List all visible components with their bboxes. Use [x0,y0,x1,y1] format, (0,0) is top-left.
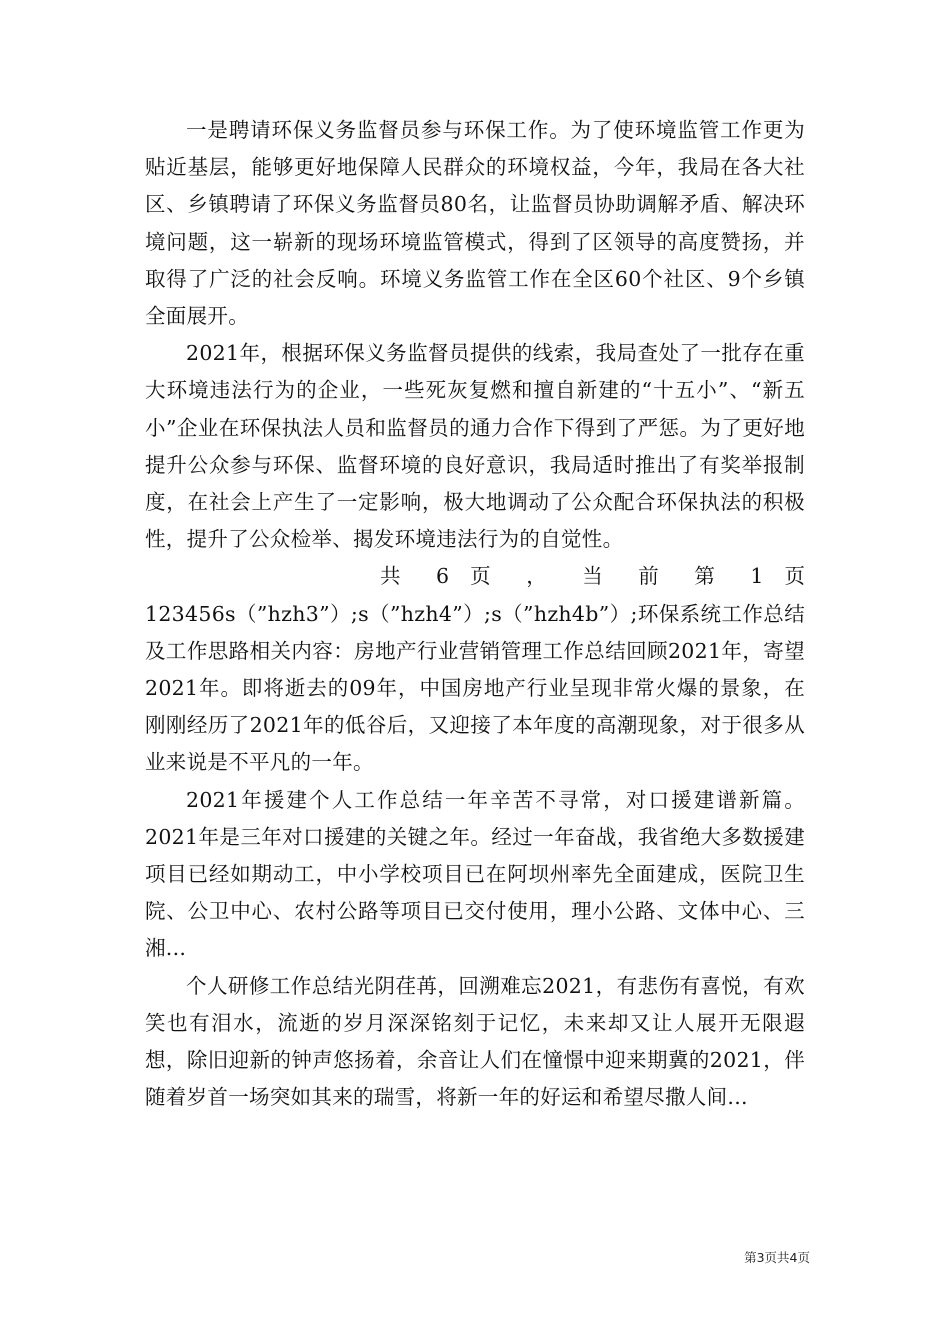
paragraph-2021-enforcement: 2021年，根据环保义务监督员提供的线索，我局查处了一批存在重大环境违法行为的企业，一些死灰复燃和擅自新建的“十五小”、“新五小”企业在环保执法人员和监督员的通力合作下得到了严惩。为了更好地提升公众参与环保、监督环境的良好意识，我局适时推出了有奖举报制度，在社会上产生了一定影响，极大地调动了公众配合环保执法的积极性，提升了公众检举、揭发环境违法行为的自觉性。 [145,341,805,552]
paragraph-script-related-content: 123456s（”hzh3”）;s（”hzh4”）;s（”hzh4b”）;环保系统工作总结及工作思路相关内容：房地产行业营销管理工作总结回顾2021年，寄望2021年。即将逝去的09年，中国房地产行业呈现非常火爆的景象，在刚刚经历了2021年的低谷后，又迎接了本年度的高潮现象，对于很多从业来说是不平凡的一年。 [145,601,805,775]
page-footer: 第3页共4页 [744,1250,810,1265]
document-body [145,112,805,1116]
paragraph-volunteer-supervisors: 一是聘请环保义务监督员参与环保工作。为了使环境监管工作更为贴近基层，能够更好地保障人民群众的环境权益，今年，我局在各大社区、乡镇聘请了环保义务监督员80名，让监督员协助调解矛盾、解决环境问题，这一崭新的现场环境监管模式，得到了区领导的高度赞扬，并取得了广泛的社会反响。环境义务监管工作在全区60个社区、9个乡镇全面展开。 [145,118,805,329]
page-count-line: 共 6 页 ， 当 前 第 1 页 [380,564,805,589]
paragraph-personal-study-summary: 个人研修工作总结光阴荏苒，回溯难忘2021，有悲伤有喜悦，有欢笑也有泪水，流逝的岁月深深铭刻于记忆，未来却又让人展开无限遐想，除旧迎新的钟声悠扬着，余音让人们在憧憬中迎来期冀的2021，伴随着岁首一场突如其来的瑞雪，将新一年的好运和希望尽撒人间... [145,973,805,1110]
paragraph-aid-construction-summary: 2021年援建个人工作总结一年辛苦不寻常，对口援建谱新篇。2021年是三年对口援建的关键之年。经过一年奋战，我省绝大多数援建项目已经如期动工，中小学校项目已在阿坝州率先全面建成，医院卫生院、公卫中心、农村公路等项目已交付使用，理小公路、文体中心、三湘... [145,787,805,961]
